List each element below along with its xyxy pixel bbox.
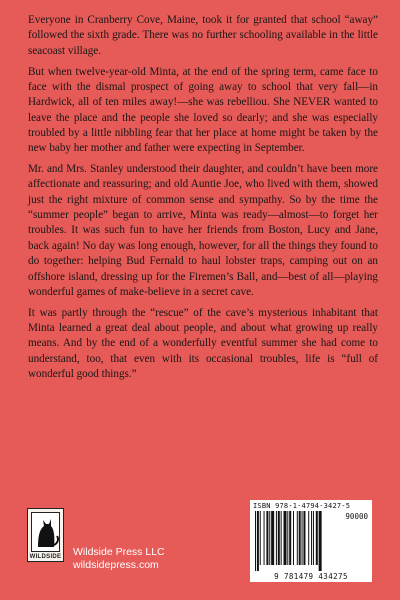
publisher-url: wildsidepress.com bbox=[73, 559, 159, 571]
blurb-paragraph: Mr. and Mrs. Stanley understood their daughter, and couldn’t have been more affectionate and reassuring; and old Auntie Joe, who lived with them, showed just the right mixture of common sense and sympathy. So by the time the “summer people” began to arrive, Minta was ready—almost—to forget her troubles. It was such fun to have her friends from Boston, Lucy and Jane, back again! No day was long enough, however, for all the things they found to do together: helping Bud Fernald to haul lobster traps, camping out on an offshore island, dressing up for the Firemen’s Ball, and—best of all—playing wonderful games of make-believe in a secret cave. bbox=[28, 163, 378, 298]
barcode-bar bbox=[297, 511, 298, 565]
barcode-bar bbox=[271, 511, 274, 565]
isbn-barcode bbox=[250, 500, 372, 582]
barcode-bar bbox=[266, 511, 268, 565]
barcode-bar bbox=[281, 511, 282, 565]
barcode-bar bbox=[293, 511, 294, 565]
barcode-bar bbox=[313, 511, 314, 565]
barcode-bar bbox=[264, 511, 265, 565]
barcode-bar bbox=[276, 511, 277, 565]
isbn-text: ISBN 978-1-4794-3427-5 bbox=[253, 502, 351, 510]
barcode-bar bbox=[287, 511, 288, 565]
barcode-bar bbox=[269, 511, 270, 565]
logo-wordmark: WILDSIDE bbox=[29, 554, 62, 560]
barcode-bar bbox=[302, 511, 303, 565]
barcode-bar bbox=[308, 511, 309, 565]
barcode-bar bbox=[255, 511, 256, 571]
price-code: 90000 bbox=[345, 512, 368, 521]
barcode-bars bbox=[254, 511, 340, 571]
wildside-logo bbox=[27, 508, 64, 562]
barcode-bar bbox=[289, 511, 291, 565]
publisher-name: Wildside Press LLC bbox=[73, 546, 165, 558]
barcode-bar bbox=[278, 511, 280, 565]
publisher-block bbox=[27, 508, 227, 580]
back-cover-blurb bbox=[28, 13, 378, 388]
barcode-bar bbox=[299, 511, 301, 565]
barcode-bar bbox=[316, 511, 318, 565]
blurb-paragraph: Everyone in Cranberry Cove, Maine, took it for granted that school “away” followed the sixth grade. There was no further schooling available in the little seacoast village. bbox=[28, 14, 378, 57]
barcode-bar bbox=[319, 511, 322, 571]
barcode-bar bbox=[303, 511, 305, 565]
cat-icon bbox=[31, 512, 60, 552]
barcode-bar bbox=[257, 511, 259, 571]
blurb-paragraph: It was partly through the “rescue” of the cave’s mysterious inhabitant that Minta learned a great deal about people, and about what growing up really means. And by the end of a wonderfully eventful summer she had come to understand, too, that even with its occasional troubles, life is “full of wonderful good things.” bbox=[28, 306, 378, 381]
barcode-bar bbox=[260, 511, 261, 565]
barcode-bar bbox=[284, 511, 287, 565]
blurb-paragraph: But when twelve-year-old Minta, at the end of the spring term, came face to face with the dismal prospect of going away to school that very fall—in Hardwick, all of ten miles away!—she was rebelliou. She NEVER wanted to leave the place and the people she loved so dearly; and she was especially troubled by a little nibbling fear that her place at home might be taken by the new baby her mother and father were expecting in September. bbox=[28, 65, 378, 155]
barcode-digits: 9 781479 434275 bbox=[274, 572, 348, 581]
barcode-bar bbox=[311, 511, 312, 565]
